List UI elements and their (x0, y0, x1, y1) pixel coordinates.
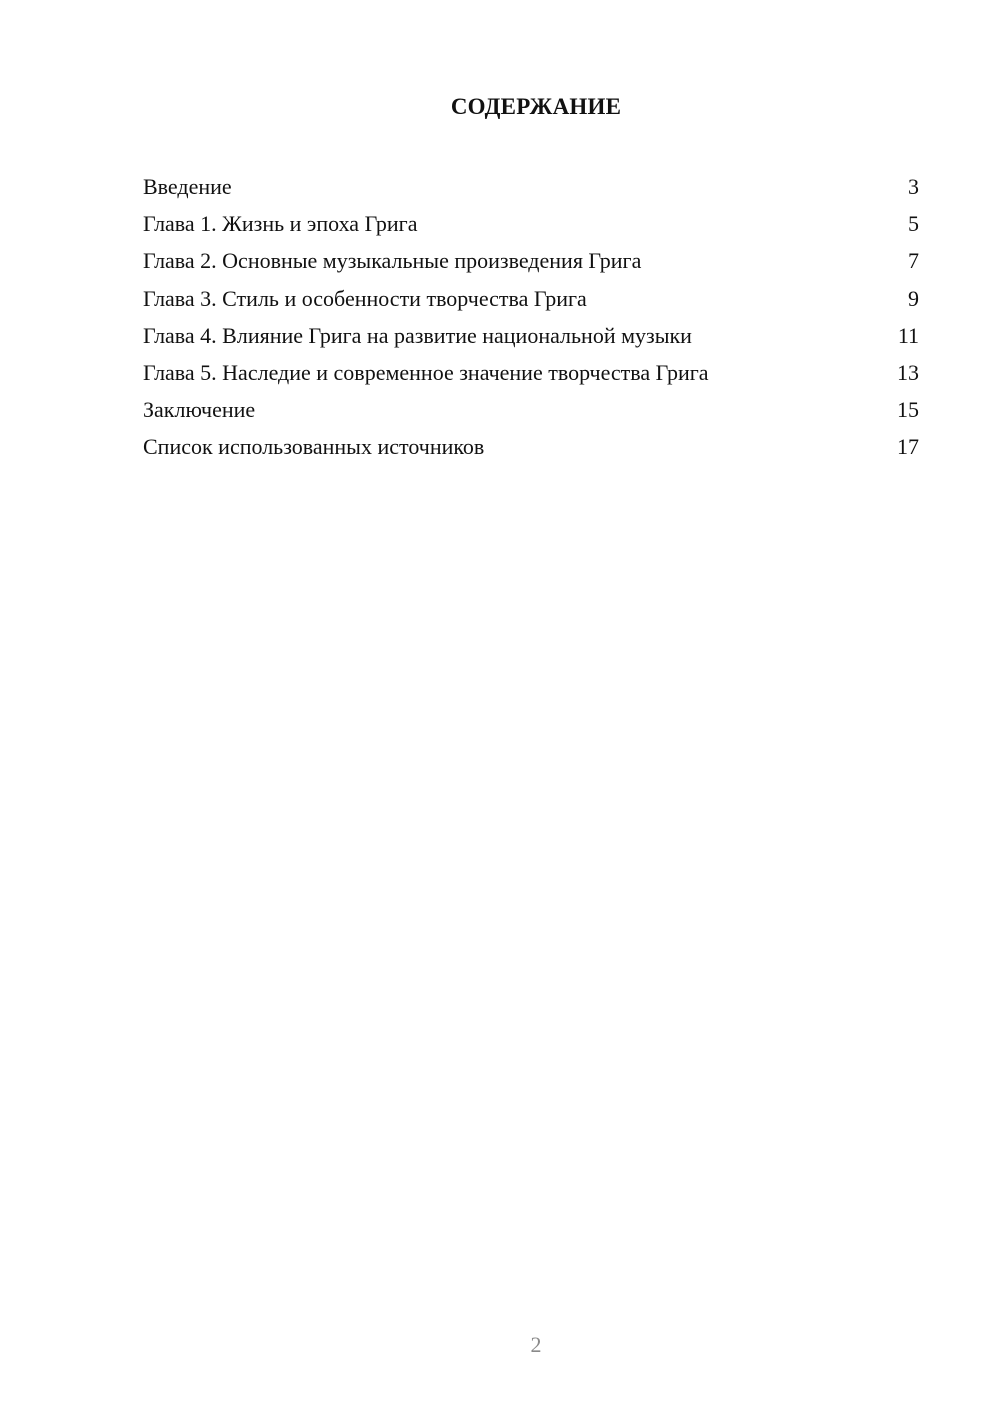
toc-entry-label: Глава 3. Стиль и особенности творчества Грига (143, 285, 587, 311)
toc-entry-introduction (143, 168, 919, 205)
toc-entry-chapter-1 (143, 205, 919, 242)
toc-entry-label: Глава 1. Жизнь и эпоха Грига (143, 211, 418, 237)
toc-entry-label: Заключение (143, 397, 256, 423)
toc-entry-page: 9 (908, 285, 919, 311)
toc-entry-page: 15 (897, 397, 919, 423)
page-number: 2 (530, 1332, 542, 1357)
toc-entry-references (143, 428, 919, 465)
toc-entry-label: Глава 4. Влияние Грига на развитие национальной музыки (143, 322, 692, 348)
page-title: СОДЕРЖАНИЕ (450, 94, 622, 119)
toc-entry-page: 13 (897, 359, 919, 385)
toc-entry-page: 3 (908, 174, 919, 199)
toc-entry-page: 5 (908, 211, 919, 237)
toc-entry-page: 11 (897, 322, 919, 348)
toc-entry-chapter-5 (143, 354, 919, 391)
toc-entry-chapter-3 (143, 280, 919, 317)
toc-entry-chapter-4 (143, 317, 919, 354)
toc-entry-conclusion (143, 391, 919, 428)
toc-entry-label: Глава 5. Наследие и современное значение творчества Грига (143, 359, 709, 385)
toc-entry-chapter-2 (143, 242, 919, 279)
toc-entry-label: Список использованных источников (143, 434, 485, 460)
table-of-contents (143, 168, 919, 466)
toc-entry-label: Глава 2. Основные музыкальные произведения Грига (143, 248, 642, 274)
toc-entry-page: 7 (908, 248, 919, 274)
toc-entry-label: Введение (143, 174, 232, 199)
toc-entry-page: 17 (897, 434, 919, 460)
